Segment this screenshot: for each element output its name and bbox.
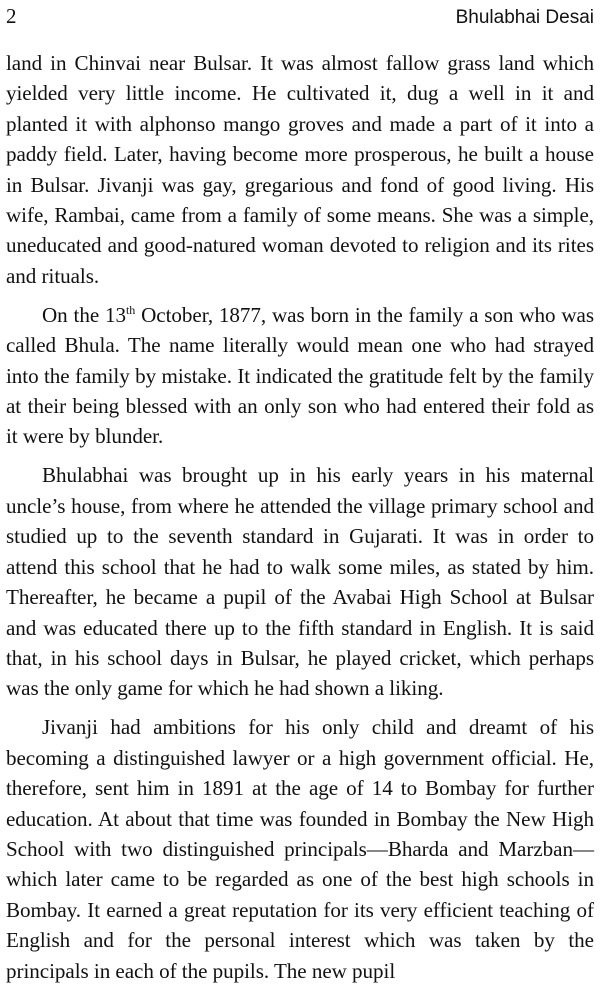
paragraph-2-opening: On the 13	[42, 302, 127, 327]
paragraph-2-rest: October, 1877, was born in the family a son who was called Bhula. The name literally would mean one who had strayed into the family by mistake. It indicated the gratitude felt by the family at their being blessed with an only son who had entered their fold as it were by blunder.	[6, 302, 594, 449]
book-title: Bhulabhai Desai	[455, 7, 594, 28]
paragraph-4: Jivanji had ambitions for his only child and dreamt of his becoming a distinguished lawyer or a high government official. He, therefore, sent him in 1891 at the age of 14 to Bombay for further education. At about that time was founded in Bombay the New High School with two distinguished principals—Bharda and Marzban—which later came to be regarded as one of the best high schools in Bombay. It earned a great reputation for its very efficient teaching of English and for the personal interest which was taken by the principals in each of the pupils. The new pupil	[6, 715, 594, 983]
paragraph-1: land in Chinvai near Bulsar. It was almost fallow grass land which yielded very little income. He cultivated it, dug a well in it and planted it with alphonso mango groves and made a part of it into a paddy field. Later, having become more prosperous, he built a house in Bulsar. Jivanji was gay, gregarious and fond of good living. His wife, Rambai, came from a family of some means. She was a simple, uneducated and good-natured woman devoted to religion and its rites and rituals.	[6, 51, 594, 288]
ordinal-suffix: th	[126, 302, 136, 317]
running-head	[6, 3, 594, 29]
body-text	[6, 48, 594, 995]
paragraph-3: Bhulabhai was brought up in his early years in his maternal uncle’s house, from where he attended the village primary school and studied up to the seventh standard in Gujarati. It was in order to attend this school that he had to walk some miles, as stated by him. Thereafter, he became a pupil of the Avabai High School at Bulsar and was educated there up to the fifth standard in English. It is said that, in his school days in Bulsar, he played cricket, which perhaps was the only game for which he had shown a liking.	[6, 463, 594, 701]
page-number: 2	[6, 4, 17, 28]
paragraph-2	[6, 300, 594, 452]
